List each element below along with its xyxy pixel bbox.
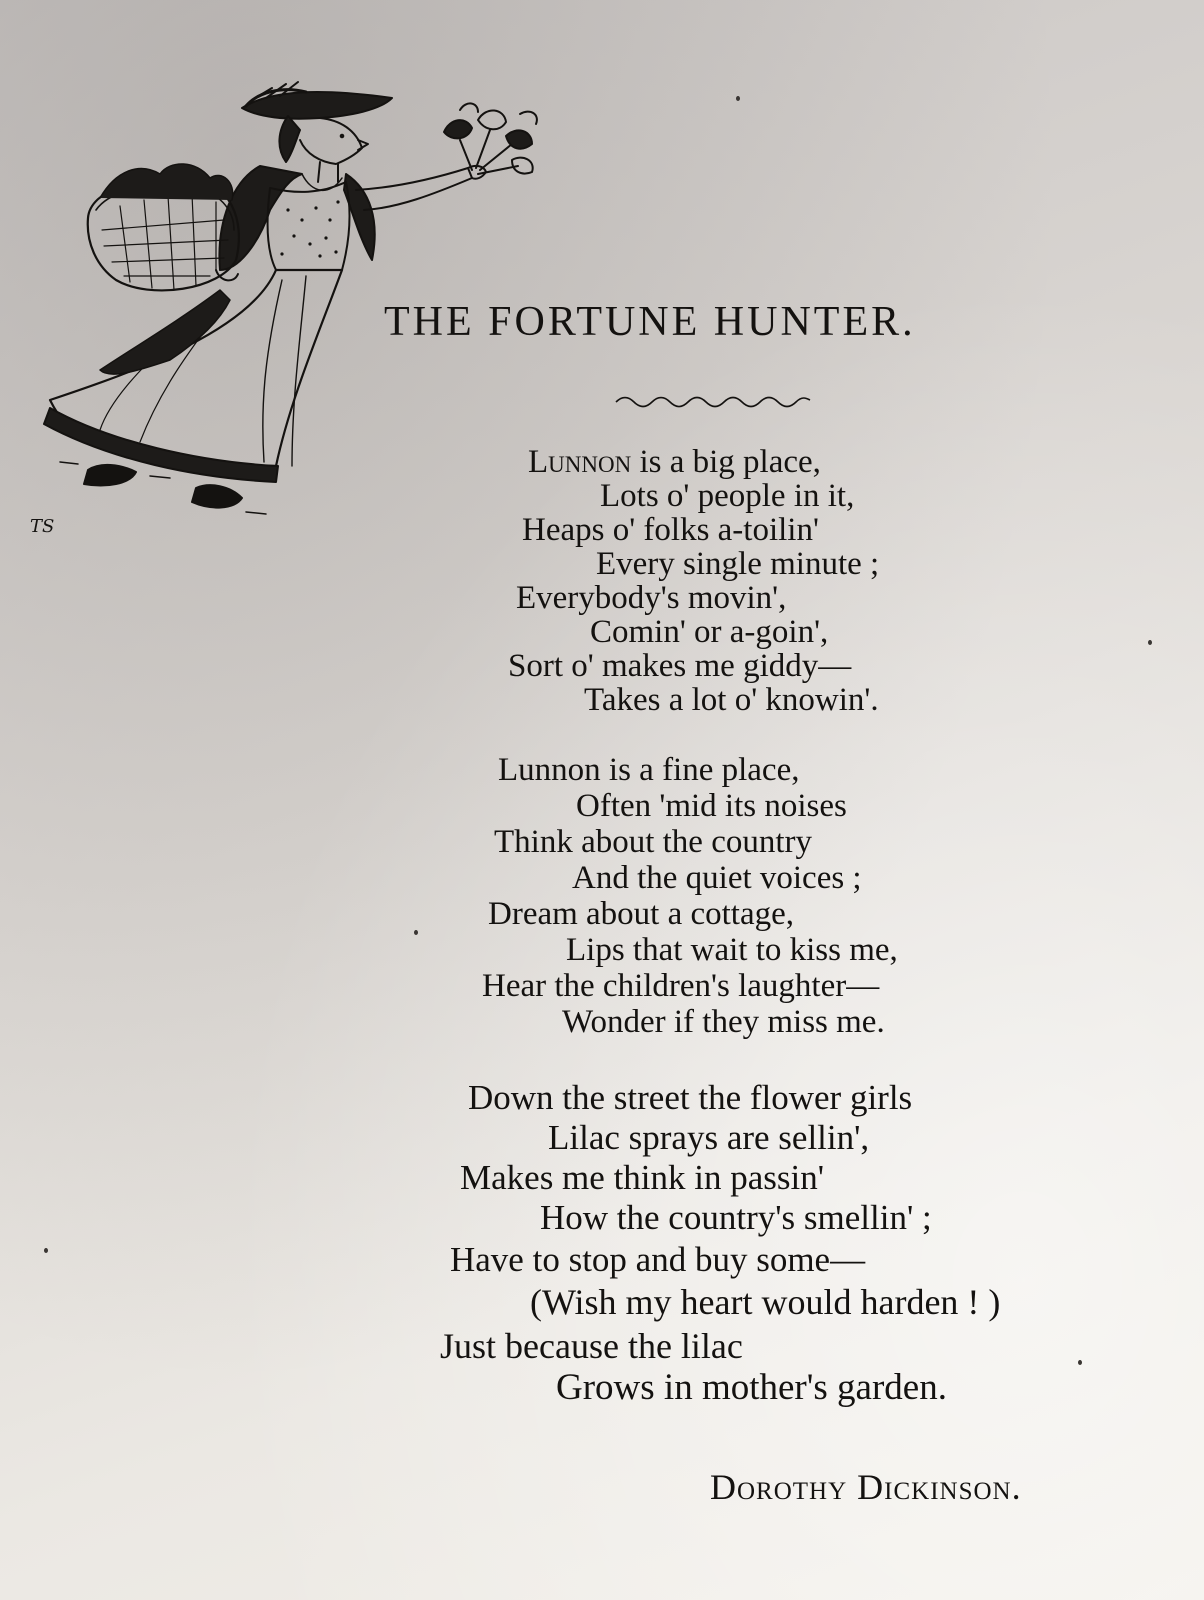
stanza-3-line-7: Just because the lilac [440,1326,743,1366]
stanza-2-line-6: Lips that wait to kiss me, [566,932,898,968]
paper-speck [1078,1360,1082,1365]
poem-author: Dorothy Dickinson. [710,1467,1022,1507]
paper-speck [1148,640,1152,645]
stanza-2-line-5: Dream about a cottage, [488,896,795,932]
stanza-2-line-7: Hear the children's laughter— [482,968,880,1004]
stanza-2-line-1: Lunnon is a fine place, [498,752,800,788]
stanza-1-line-3: Heaps o' folks a-toilin' [522,512,819,548]
stanza-1-line-5: Everybody's movin', [516,580,787,616]
stanza-3-line-4: How the country's smellin' ; [540,1198,932,1237]
stanza-3-line-3: Makes me think in passin' [460,1158,825,1197]
stanza-1-line-1 [528,444,821,480]
poem-title: THE FORTUNE HUNTER. [384,299,916,345]
stanza-3-line-1: Down the street the flower girls [468,1078,913,1117]
artist-monogram: TS [30,516,55,537]
stanza-1-first-word: Lunnon [528,444,632,480]
stanza-2-line-3: Think about the country [494,824,813,860]
stanza-3-line-8: Grows in mother's garden. [556,1367,947,1408]
stanza-2-line-2: Often 'mid its noises [576,788,847,824]
stanza-1-first-rest: is a big place, [631,444,821,480]
stanza-1-line-2: Lots o' people in it, [600,478,855,514]
stanza-3-line-5: Have to stop and buy some— [450,1240,866,1279]
stanza-1-line-4: Every single minute ; [596,546,880,582]
stanza-1-line-6: Comin' or a-goin', [590,614,829,650]
title-ornament [612,394,812,410]
stanza-3-line-2: Lilac sprays are sellin', [548,1118,870,1157]
paper-speck [414,930,418,935]
stanza-2-line-8: Wonder if they miss me. [562,1004,885,1040]
stanza-3-line-6: (Wish my heart would harden ! ) [530,1282,1001,1322]
paper-speck [736,96,740,101]
stanza-1-line-8: Takes a lot o' knowin'. [584,682,879,718]
paper-speck [44,1248,48,1253]
stanza-1-line-7: Sort o' makes me giddy— [508,648,852,684]
stanza-2-line-4: And the quiet voices ; [572,860,862,896]
